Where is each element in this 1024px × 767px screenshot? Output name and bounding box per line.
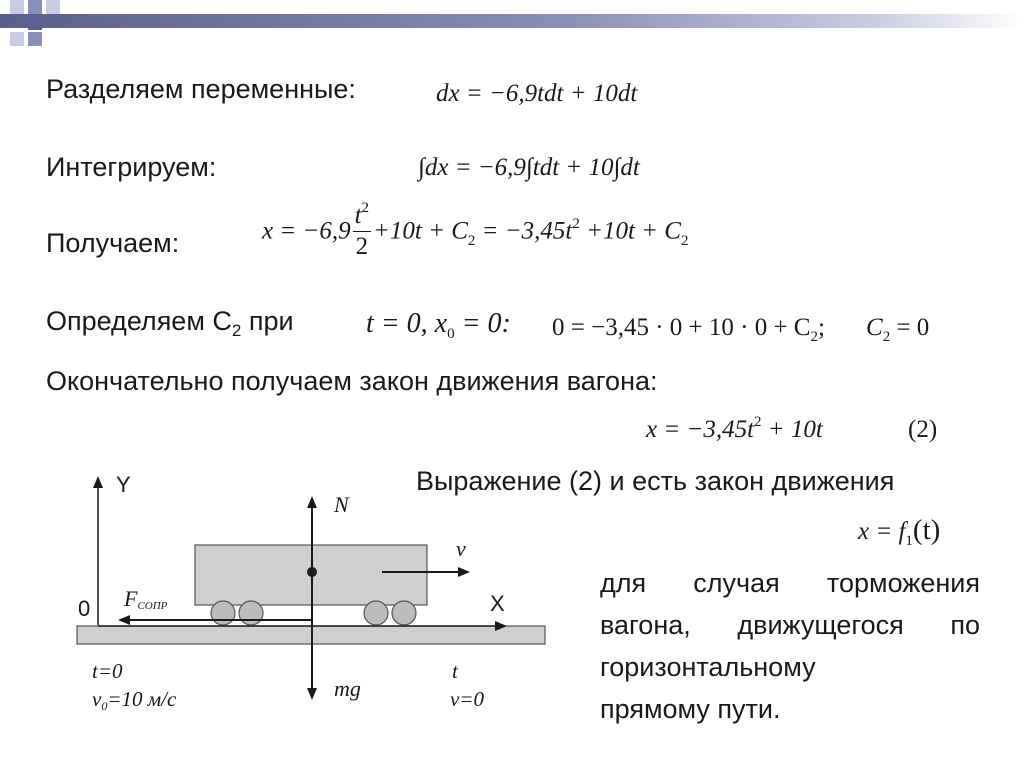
paragraph-line: прямому пути.	[600, 694, 781, 724]
final-equation: $x = -3,45t^2 + 10t$	[646, 414, 823, 443]
friction-symbol: F	[124, 586, 138, 611]
center-of-mass	[307, 567, 317, 577]
paragraph-line: вагона, движущегося по	[600, 610, 980, 640]
expression-text: Выражение (2) и есть закон движения	[416, 466, 895, 496]
header-bar	[0, 14, 1024, 28]
obtain-equation: x = −6,9 $\frac{t^2}{2}$ $+10t + C_2 = -3,45t^2 +10t + C_2$	[262, 200, 689, 260]
paragraph-line: горизонтальному	[600, 652, 816, 682]
header-square	[28, 32, 42, 46]
header-square	[10, 0, 24, 14]
friction-label	[123, 586, 168, 612]
separate-equation: dx = −6,9tdt + 10dt	[436, 80, 638, 107]
friction-subscript: СОПР	[137, 600, 168, 612]
wheel	[364, 601, 388, 625]
initial-time-label: t=0	[92, 659, 123, 683]
initial-velocity-label	[92, 687, 177, 713]
paragraph-line: для случая торможения	[600, 568, 980, 598]
x-axis-label: X	[490, 591, 505, 616]
end-time-label: t	[452, 659, 458, 683]
description-paragraph	[600, 562, 980, 730]
velocity-label: v	[456, 536, 466, 561]
y-axis-label: Y	[116, 472, 131, 497]
header-square	[10, 32, 24, 46]
obtain-fraction: $\frac{t^2}{2}$	[354, 200, 370, 260]
determine-result: $C_2 = 0$	[866, 314, 930, 345]
header-square	[46, 0, 60, 14]
separate-label: Разделяем переменные:	[46, 74, 356, 104]
end-velocity-label: v=0	[450, 687, 484, 711]
normal-label: N	[334, 492, 349, 517]
wheel	[239, 601, 263, 625]
v0-symbol: v	[92, 687, 102, 711]
determine-equation: $0 = -3,45 \cdot 0 + 10 \cdot 0 + C_2$;	[552, 314, 825, 345]
determine-condition: t = 0, $x_0 = 0$:	[366, 308, 511, 342]
wheel	[392, 601, 416, 625]
v0-value: =10 м/с	[107, 687, 177, 711]
wagon-diagram	[0, 440, 560, 740]
final-label: Окончательно получаем закон движения вагона:	[46, 366, 658, 396]
equation-number: (2)	[908, 416, 938, 443]
origin-label: 0	[78, 596, 91, 621]
law-formula: $x = f_1(t)$	[858, 514, 941, 549]
integrate-label: Интегрируем:	[46, 152, 217, 182]
wheel	[211, 601, 235, 625]
gravity-label: mg	[334, 676, 361, 701]
header-square	[28, 16, 42, 30]
determine-label: Определяем $C_2$ при	[46, 306, 294, 340]
v0-subscript: 0	[101, 699, 108, 713]
obtain-label: Получаем:	[46, 228, 180, 258]
header-square	[28, 0, 42, 14]
integrate-equation: ∫dx = −6,9∫tdt + 10∫dt	[418, 154, 640, 181]
